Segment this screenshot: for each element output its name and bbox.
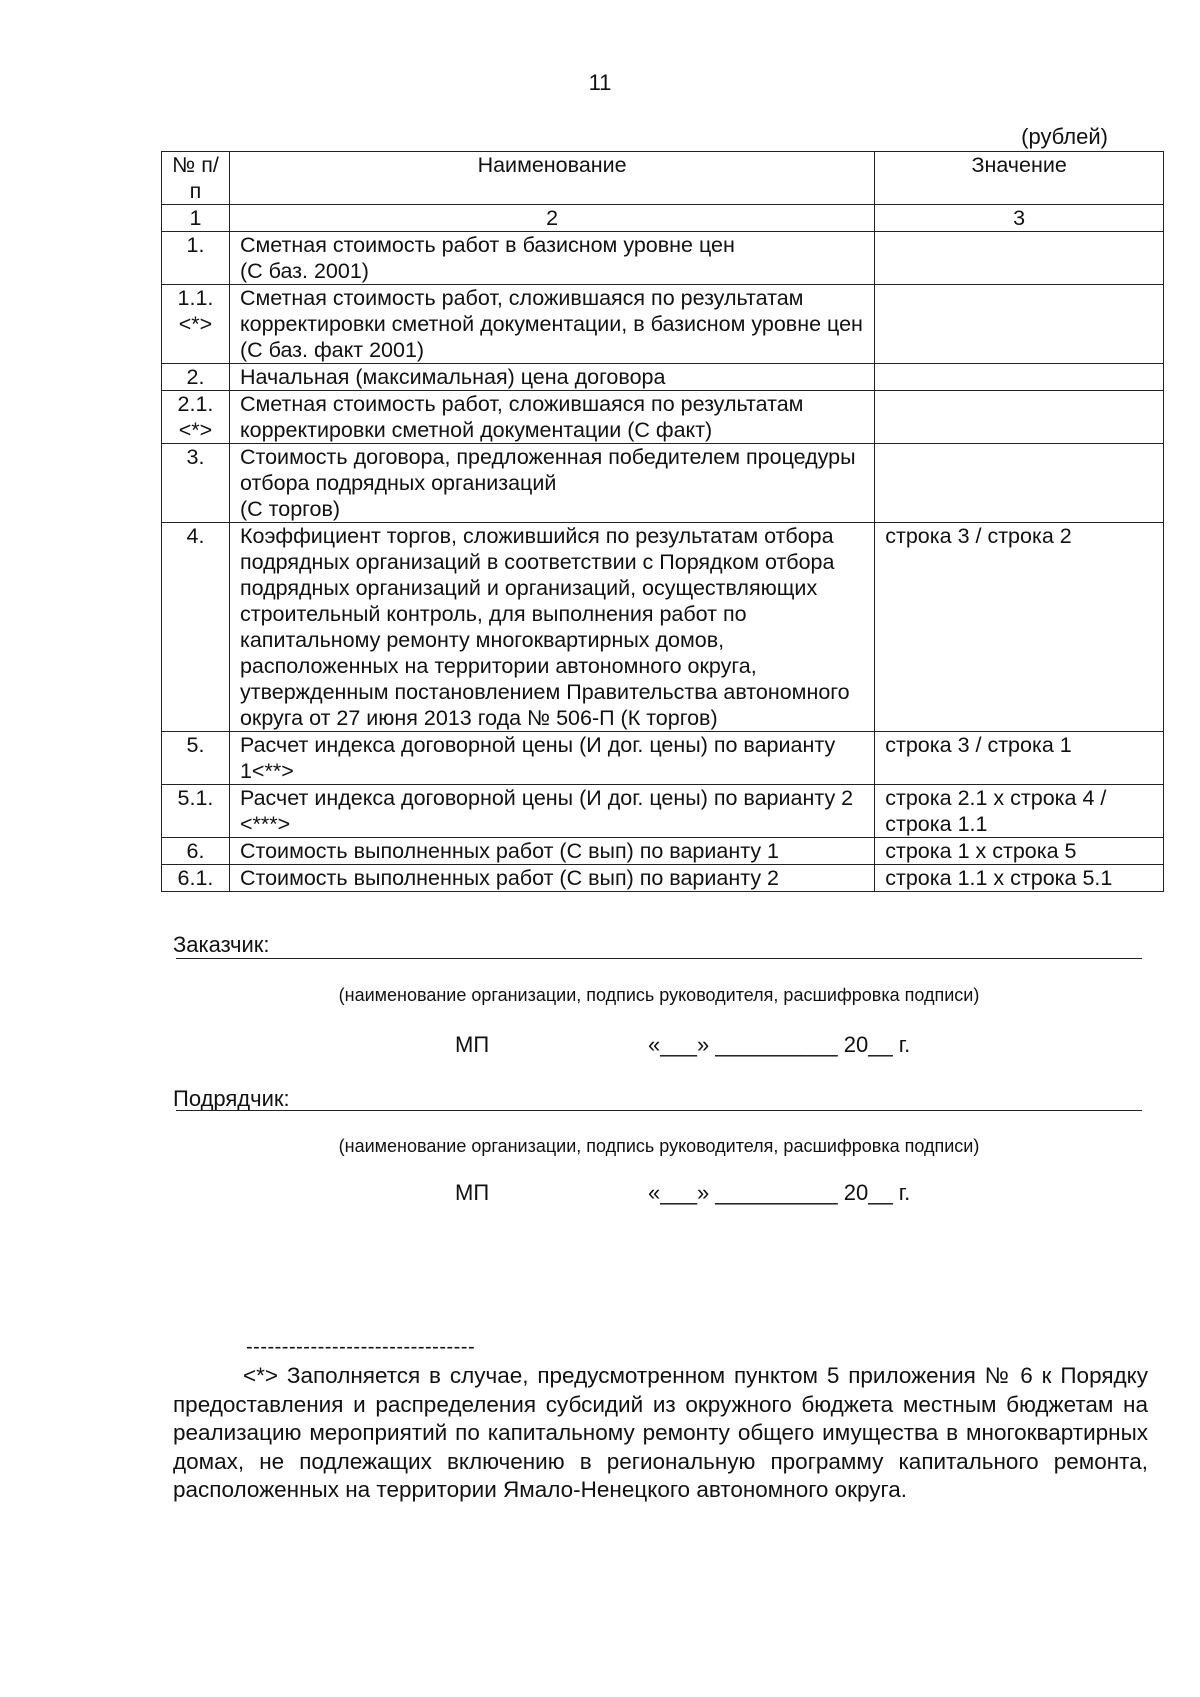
customer-signature-line [176,958,1142,959]
footnote-text: <*> Заполняется в случае, предусмотренном пунктом 5 приложения № 6 к Порядку предоставления и распределения субсидий из окружного бюджета местным бюджетам на реализацию мероприятий по капитальному ремонту общего имущества в многоквартирных домах, не подлежащих включению в региональную программу капитального ремонта, расположенных на территории Ямало-Ненецкого автономного округа. [173,1363,1148,1502]
row-name: Сметная стоимость работ, сложившаяся по результатам корректировки сметной документации, в базисном уровне цен (С баз. факт 2001) [229,285,874,364]
row-value [875,444,1164,523]
row-name: Коэффициент торгов, сложившийся по результатам отбора подрядных организаций в соответствии с Порядком отбора подрядных организаций и организаций, осуществляющих строительный контроль, для выполнения работ по капитальному ремонту многоквартирных домов, расположенных на территории автономного округа, утвержденным постановлением Правительства автономного округа от 27 июня 2013 года № 506-П (К торгов) [229,523,874,732]
row-value [875,232,1164,285]
row-name: Стоимость выполненных работ (С вып) по варианту 1 [229,838,874,865]
table-row [162,391,1164,444]
customer-stamp-label: МП [455,1032,490,1057]
column-numbers-row [162,205,1164,232]
header-value: Значение [875,152,1164,205]
table-row [162,364,1164,391]
column-number: 1 [162,205,230,232]
row-number: 6. [162,838,230,865]
header-number: № п/п [162,152,230,205]
row-value [875,391,1164,444]
customer-label: Заказчик: [173,932,270,957]
row-name: Расчет индекса договорной цены (И дог. цены) по варианту 1<**> [229,732,874,785]
row-value [875,364,1164,391]
customer-signature-caption: (наименование организации, подпись руководителя, расшифровка подписи) [338,985,980,1005]
table-row [162,523,1164,732]
row-value: строка 1.1 х строка 5.1 [875,865,1164,892]
row-name: Сметная стоимость работ, сложившаяся по результатам корректировки сметной документации (С факт) [229,391,874,444]
row-value: строка 2.1 х строка 4 / строка 1.1 [875,785,1164,838]
column-number: 2 [229,205,874,232]
contractor-date-line: «___» __________ 20__ г. [648,1180,911,1205]
row-name: Сметная стоимость работ в базисном уровне цен (С баз. 2001) [229,232,874,285]
contractor-signature-caption: (наименование организации, подпись руководителя, расшифровка подписи) [338,1136,980,1156]
table-row [162,865,1164,892]
table-row [162,232,1164,285]
contractor-label: Подрядчик: [173,1086,290,1111]
row-value [875,285,1164,364]
row-name: Начальная (максимальная) цена договора [229,364,874,391]
row-number: 5. [162,732,230,785]
column-number: 3 [875,205,1164,232]
table-row [162,838,1164,865]
row-number: 4. [162,523,230,732]
row-number: 3. [162,444,230,523]
row-number: 1. [162,232,230,285]
table-row [162,732,1164,785]
row-number: 2. [162,364,230,391]
row-number: 1.1. <*> [162,285,230,364]
table-row [162,285,1164,364]
cost-table [161,151,1164,892]
table-row [162,785,1164,838]
header-name: Наименование [229,152,874,205]
row-value: строка 1 х строка 5 [875,838,1164,865]
page-number: 11 [588,70,612,95]
customer-date-line: «___» __________ 20__ г. [648,1032,911,1057]
contractor-signature-line [176,1110,1142,1111]
table-header-row [162,152,1164,205]
row-number: 6.1. [162,865,230,892]
row-value: строка 3 / строка 2 [875,523,1164,732]
row-number: 2.1. <*> [162,391,230,444]
row-name: Стоимость выполненных работ (С вып) по варианту 2 [229,865,874,892]
row-number: 5.1. [162,785,230,838]
row-value: строка 3 / строка 1 [875,732,1164,785]
table-row [162,444,1164,523]
row-name: Расчет индекса договорной цены (И дог. цены) по варианту 2 <***> [229,785,874,838]
footnote-separator: -------------------------------- [246,1336,476,1358]
units-label: (рублей) [1021,124,1108,149]
row-name: Стоимость договора, предложенная победителем процедуры отбора подрядных организаций (С торгов) [229,444,874,523]
contractor-stamp-label: МП [455,1180,490,1205]
